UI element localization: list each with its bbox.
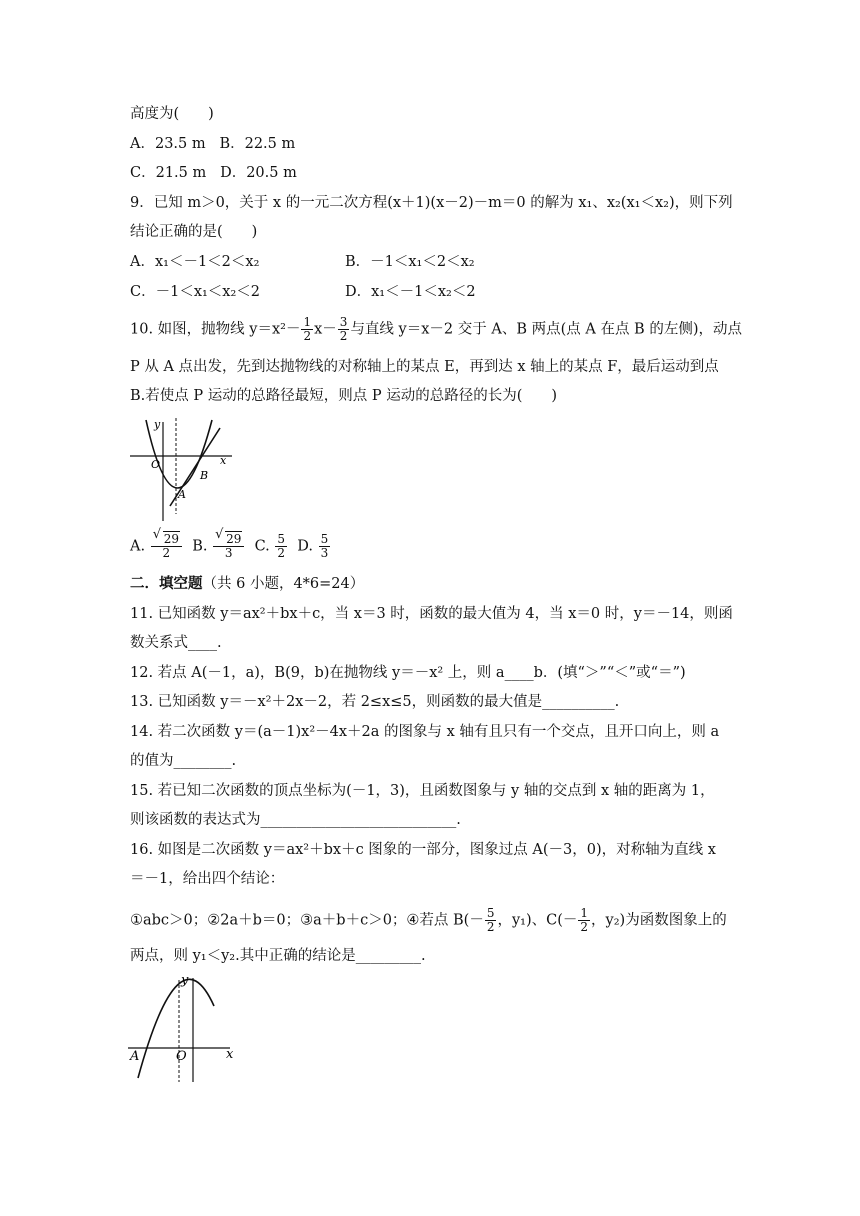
q10-fraction-1: $\frac{1}{2}$: [303, 315, 312, 343]
q11-line1: 11. 已知函数 y＝ax²＋bx＋c，当 x＝3 时，函数的最大值为 4，当 x＝0 时，y＝－14，则函: [130, 606, 733, 622]
q10-option-b-label: B.: [192, 538, 208, 555]
q10-option-a-value: √ $\frac{29}{2}$: [151, 533, 182, 560]
q10-options: [130, 533, 331, 560]
q9-line2: 结论正确的是( ): [130, 224, 258, 240]
q10-option-a-label: A.: [130, 538, 146, 555]
q10-option-d-value: $\frac{5}{3}$: [320, 532, 329, 560]
q10-option-c-label: C.: [254, 538, 270, 555]
q14-line1: 14. 若二次函数 y＝(a－1)x²－4x＋2a 的图象与 x 轴有且只有一个交点，且开口向上，则 a: [130, 724, 720, 740]
q10-line1: [130, 316, 742, 343]
q8-options-row2: [130, 163, 297, 183]
q16-fraction-b: $\frac{5}{2}$: [486, 906, 495, 934]
q16-line1: 16. 如图是二次函数 y＝ax²＋bx＋c 图象的一部分，图象过点 A(－3，0)，对称轴为直线 x: [130, 842, 716, 858]
q10-label-a: A: [178, 488, 186, 501]
section2-note: （共 6 小题，4*6=24）: [202, 576, 365, 592]
q8-option-b: B．22.5 m: [219, 136, 296, 152]
section2-title: 二．填空题: [130, 575, 203, 592]
q9-option-b: B．－1＜x₁＜2＜x₂: [345, 254, 475, 270]
q16-label-o: O: [176, 1049, 187, 1064]
q10-line2: P 从 A 点出发，先到达抛物线的对称轴上的某点 E，再到达 x 轴上的某点 F，最后运动到点: [130, 359, 719, 375]
q10-label-y: y: [154, 418, 161, 431]
q15-line2: 则该函数的表达式为___________________________.: [130, 812, 461, 828]
q11-line2: 数关系式____.: [130, 635, 222, 651]
q14-line2: 的值为________.: [130, 753, 237, 769]
q10-figure: [128, 416, 240, 524]
q16-line4: 两点，则 y₁＜y₂.其中正确的结论是_________.: [130, 948, 426, 964]
q10-label-b: B: [200, 469, 209, 482]
q13: 13. 已知函数 y＝－x²＋2x－2，若 2≤x≤5，则函数的最大值是__________.: [130, 694, 620, 710]
q9-option-c: C．－1＜x₁＜x₂＜2: [130, 284, 261, 300]
q10-fraction-2: $\frac{3}{2}$: [339, 315, 348, 343]
q8-options-row1: [130, 134, 295, 154]
q9-option-a: A．x₁＜－1＜2＜x₂: [130, 254, 260, 270]
q16-text-post: ，y₂)为函数图象上的: [591, 912, 727, 929]
q10-option-b-value: √ $\frac{29}{3}$: [213, 533, 244, 560]
section2-heading: [130, 574, 364, 594]
q9-option-d: D．x₁＜－1＜x₂＜2: [345, 284, 476, 300]
q8-option-a: A．23.5 m: [130, 136, 206, 152]
q9-line1: 9．已知 m＞0，关于 x 的一元二次方程(x＋1)(x－2)－m＝0 的解为 x₁、x₂(x₁＜x₂)，则下列: [130, 195, 733, 211]
q10-text-mid: x－: [314, 321, 337, 338]
q10-label-x: x: [220, 454, 227, 467]
q16-label-y: y: [181, 973, 189, 988]
q10-option-d-label: D.: [297, 538, 313, 555]
q12: 12. 若点 A(－1，a)，B(9，b)在抛物线 y＝－x² 上，则 a____b．(填“＞”“＜”或“＝”): [130, 665, 686, 681]
q16-label-x: x: [226, 1047, 234, 1062]
q10-label-o: O: [151, 458, 161, 471]
q15-line1: 15. 若已知二次函数的顶点坐标为(－1，3)，且函数图象与 y 轴的交点到 x 轴的距离为 1，: [130, 783, 715, 799]
q16-figure: [126, 970, 242, 1088]
q10-text-pre: 10. 如图，抛物线 y＝x²－: [130, 321, 301, 338]
q10-line3: B.若使点 P 运动的总路径最短，则点 P 运动的总路径的长为( ): [130, 388, 558, 404]
q16-label-a: A: [130, 1049, 140, 1064]
q16-line2: ＝－1，给出四个结论：: [130, 871, 285, 887]
q10-text-post: 与直线 y＝x－2 交于 A、B 两点(点 A 在点 B 的左侧)，动点: [350, 321, 742, 338]
q16-line3: [130, 907, 727, 934]
q8-option-c: C．21.5 m: [130, 165, 207, 181]
q16-fraction-c: $\frac{1}{2}$: [580, 906, 589, 934]
q16-text-pre: ①abc＞0；②2a＋b＝0；③a＋b＋c＞0；④若点 B(－: [130, 912, 484, 929]
q16-text-mid: ，y₁)、C(－: [497, 912, 578, 929]
q8-tail: 高度为( ): [130, 106, 214, 122]
q10-option-c-value: $\frac{5}{2}$: [277, 532, 286, 560]
q8-option-d: D．20.5 m: [220, 165, 297, 181]
